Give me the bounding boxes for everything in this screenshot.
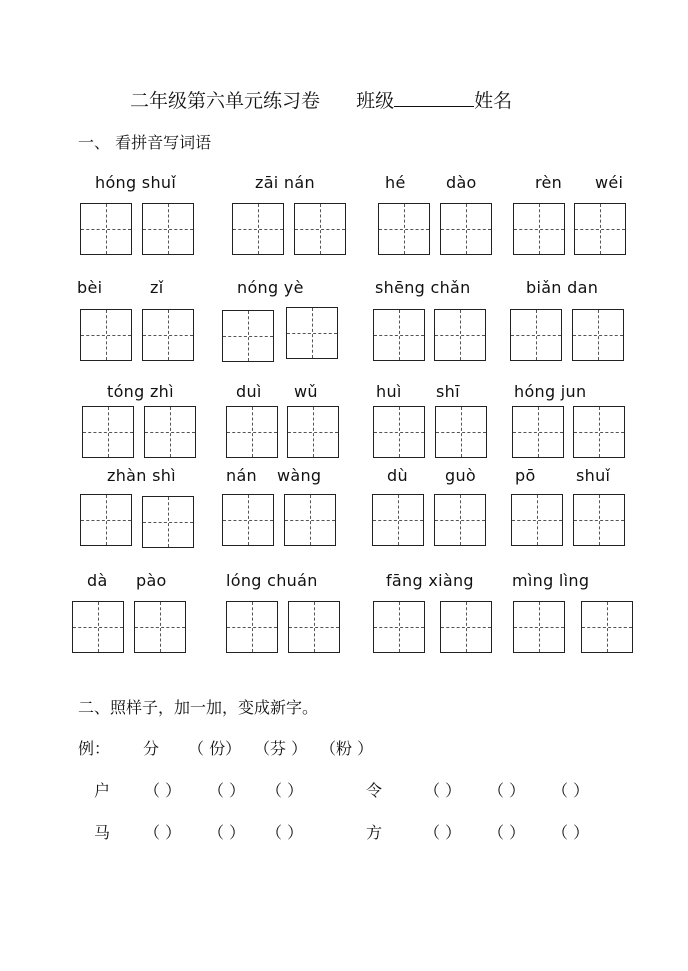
writing-box[interactable]	[435, 406, 487, 458]
pinyin-label: pào	[136, 571, 167, 590]
writing-box[interactable]	[142, 496, 194, 548]
writing-box[interactable]	[511, 494, 563, 546]
writing-box[interactable]	[142, 309, 194, 361]
pinyin-label: guò	[445, 466, 476, 485]
writing-box[interactable]	[222, 310, 274, 362]
writing-box[interactable]	[572, 309, 624, 361]
pinyin-label: bèi	[77, 278, 103, 297]
pinyin-label: wǔ	[294, 382, 318, 401]
pinyin-label: nóng yè	[237, 278, 304, 297]
writing-box[interactable]	[232, 203, 284, 255]
answer-slot[interactable]: （ ）	[266, 823, 304, 842]
writing-box[interactable]	[284, 494, 336, 546]
writing-box[interactable]	[434, 309, 486, 361]
writing-box[interactable]	[573, 406, 625, 458]
answer-slot[interactable]: （ ）	[424, 781, 462, 800]
pinyin-label: wéi	[595, 173, 624, 192]
writing-box[interactable]	[373, 601, 425, 653]
pinyin-label: tóng zhì	[107, 382, 174, 401]
writing-box[interactable]	[581, 601, 633, 653]
writing-box[interactable]	[573, 494, 625, 546]
pinyin-label: hé	[385, 173, 406, 192]
base-char: 户	[94, 781, 111, 800]
pinyin-label: nán	[226, 466, 257, 485]
writing-box[interactable]	[373, 406, 425, 458]
pinyin-label: dù	[387, 466, 408, 485]
writing-box[interactable]	[373, 309, 425, 361]
writing-box[interactable]	[294, 203, 346, 255]
example-answer: （粉 ）	[320, 739, 374, 758]
base-char: 令	[366, 781, 383, 800]
writing-box[interactable]	[378, 203, 430, 255]
writing-box[interactable]	[144, 406, 196, 458]
worksheet-title	[130, 86, 512, 113]
writing-box[interactable]	[226, 406, 278, 458]
pinyin-label: zāi nán	[255, 173, 315, 192]
name-label: 姓名	[474, 90, 513, 112]
writing-box[interactable]	[440, 203, 492, 255]
writing-box[interactable]	[513, 601, 565, 653]
writing-box[interactable]	[434, 494, 486, 546]
pinyin-label: shī	[436, 382, 460, 401]
base-char: 方	[366, 823, 383, 842]
answer-slot[interactable]: （ ）	[424, 823, 462, 842]
pinyin-label: huì	[376, 382, 402, 401]
writing-box[interactable]	[510, 309, 562, 361]
answer-slot[interactable]: （ ）	[552, 781, 590, 800]
answer-slot[interactable]: （ ）	[488, 823, 526, 842]
pinyin-label: fāng xiàng	[386, 571, 474, 590]
writing-box[interactable]	[142, 203, 194, 255]
pinyin-label: shēng chǎn	[375, 278, 471, 297]
writing-box[interactable]	[222, 494, 274, 546]
example-answer: （芬 ）	[254, 739, 308, 758]
writing-box[interactable]	[440, 601, 492, 653]
answer-slot[interactable]: （ ）	[144, 823, 182, 842]
section1-title: 一、 看拼音写词语	[78, 133, 212, 152]
base-char: 马	[94, 823, 111, 842]
pinyin-label: lóng chuán	[226, 571, 318, 590]
pinyin-label: pō	[515, 466, 536, 485]
answer-slot[interactable]: （ ）	[208, 781, 246, 800]
pinyin-label: dà	[87, 571, 108, 590]
answer-slot[interactable]: （ ）	[144, 781, 182, 800]
writing-box[interactable]	[226, 601, 278, 653]
pinyin-label: zhàn shì	[107, 466, 176, 485]
writing-box[interactable]	[80, 309, 132, 361]
example-answer: （ 份）	[188, 739, 242, 758]
class-label: 班级	[356, 90, 395, 112]
writing-box[interactable]	[82, 406, 134, 458]
writing-box[interactable]	[513, 203, 565, 255]
writing-box[interactable]	[286, 307, 338, 359]
writing-box[interactable]	[287, 406, 339, 458]
section2-title: 二、照样子，加一加，变成新字。	[78, 698, 319, 717]
pinyin-label: biǎn dan	[526, 278, 599, 297]
pinyin-label: mìng lìng	[512, 571, 590, 590]
answer-slot[interactable]: （ ）	[552, 823, 590, 842]
writing-box[interactable]	[372, 494, 424, 546]
pinyin-label: wàng	[277, 466, 322, 485]
writing-box[interactable]	[80, 494, 132, 546]
writing-box[interactable]	[134, 601, 186, 653]
writing-box[interactable]	[288, 601, 340, 653]
writing-box[interactable]	[80, 203, 132, 255]
example-label: 例：	[78, 739, 111, 758]
writing-box[interactable]	[72, 601, 124, 653]
pinyin-label: zǐ	[150, 278, 164, 297]
answer-slot[interactable]: （ ）	[266, 781, 304, 800]
answer-slot[interactable]: （ ）	[488, 781, 526, 800]
pinyin-label: shuǐ	[576, 466, 611, 485]
pinyin-label: duì	[236, 382, 262, 401]
class-blank[interactable]	[394, 88, 474, 107]
answer-slot[interactable]: （ ）	[208, 823, 246, 842]
title-text: 二年级第六单元练习卷	[130, 90, 321, 112]
writing-box[interactable]	[574, 203, 626, 255]
pinyin-label: dào	[446, 173, 477, 192]
pinyin-label: rèn	[535, 173, 563, 192]
pinyin-label: hóng shuǐ	[95, 173, 177, 192]
writing-box[interactable]	[512, 406, 564, 458]
pinyin-label: hóng jun	[514, 382, 587, 401]
example-char: 分	[143, 739, 160, 758]
